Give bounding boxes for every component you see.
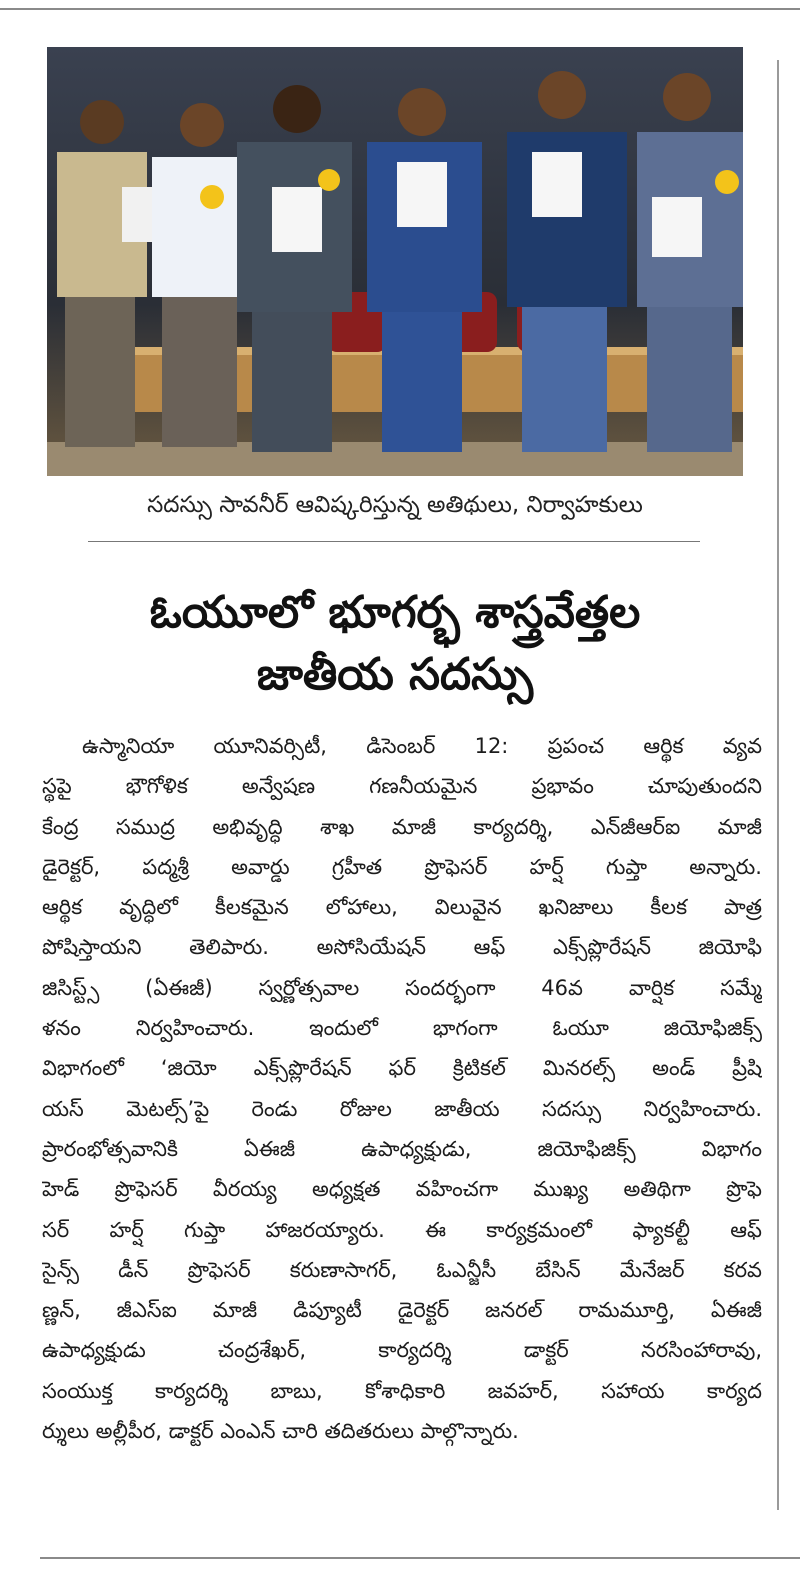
body-line: సర్ హర్ష్ గుప్తా హాజరయ్యారు. ఈ కార్యక్రమంలో ఫ్యాకల్టీ ఆఫ్	[42, 1217, 762, 1242]
headline-line-1: ఓయూలో భూగర్భ శాస్త్రవేత్తల	[149, 587, 641, 638]
headline-line-2: జాతీయ సదస్సు	[256, 649, 534, 700]
body-line: స్థపై భౌగోళిక అన్వేషణ గణనీయమైన ప్రభావం చూపుతుందని	[42, 774, 762, 799]
caption-divider	[88, 541, 700, 542]
article-body	[42, 726, 762, 1451]
body-line: విభాగంలో ‘జియో ఎక్స్‌ప్లొరేషన్ ఫర్ క్రిటికల్ మినరల్స్ అండ్ ప్రీషి	[42, 1056, 762, 1081]
body-line: డైరెక్టర్, పద్మశ్రీ అవార్డు గ్రహీత ప్రొఫెసర్ హర్ష్ గుప్తా అన్నారు.	[42, 854, 762, 879]
top-rule	[0, 8, 800, 10]
headline	[60, 582, 730, 706]
column-rule	[777, 60, 779, 1510]
body-line: ర్శులు అల్లీపీర, డాక్టర్ ఎంఎన్ చారి తదితరులు పాల్గొన్నారు.	[42, 1419, 519, 1444]
body-line: ఉస్మానియా యూనివర్సిటీ, డిసెంబర్ 12: ప్రపంచ ఆర్థిక వ్యవ	[82, 734, 762, 758]
body-line: హెడ్ ప్రొఫెసర్ వీరయ్య అధ్యక్షత వహించగా ముఖ్య అతిథిగా ప్రొఫె	[42, 1177, 762, 1202]
body-line: ఆర్థిక వృద్ధిలో కీలకమైన లోహాలు, విలువైన ఖనిజాలు కీలక పాత్ర	[42, 895, 762, 920]
body-line: సంయుక్త కార్యదర్శి బాబు, కోశాధికారి జవహర్, సహాయ కార్యద	[42, 1378, 762, 1403]
news-photo	[47, 47, 743, 476]
body-line: కేంద్ర సముద్ర అభివృద్ధి శాఖ మాజీ కార్యదర్శి, ఎన్‌జీఆర్ఐ మాజీ	[42, 814, 762, 839]
body-line: సైన్స్ డీన్ ప్రొఫెసర్ కరుణాసాగర్, ఓఎన్జీసీ బేసిన్ మేనేజర్ కరవ	[42, 1257, 762, 1282]
body-line: ఉపాధ్యక్షుడు చంద్రశేఖర్, కార్యదర్శి డాక్టర్ నరసింహారావు,	[42, 1338, 762, 1363]
bottom-rule	[40, 1557, 800, 1559]
body-line: యస్ మెటల్స్’పై రెండు రోజుల జాతీయ సదస్సు నిర్వహించారు.	[42, 1096, 762, 1121]
body-line: జిసిస్ట్స్ (ఏఈజీ) స్వర్ణోత్సవాల సందర్భంగా 46వ వార్షిక సమ్మే	[42, 975, 762, 1000]
body-line: ణ్ణన్, జీఎస్ఐ మాజీ డిప్యూటీ డైరెక్టర్ జనరల్ రామమూర్తి, ఏఈజీ	[42, 1298, 762, 1323]
news-photo-icon	[47, 47, 743, 476]
body-line: ళనం నిర్వహించారు. ఇందులో భాగంగా ఓయూ జియోఫిజిక్స్	[42, 1016, 762, 1041]
photo-caption: సదస్సు సావనీర్ ఆవిష్కరిస్తున్న అతిథులు, నిర్వాహకులు	[147, 492, 643, 518]
body-line: పోషిస్తాయని తెలిపారు. అసోసియేషన్ ఆఫ్ ఎక్స్‌ప్లొరేషన్ జియోఫి	[42, 935, 762, 960]
body-line: ప్రారంభోత్సవానికి ఏఈజీ ఉపాధ్యక్షుడు, జియోఫిజిక్స్ విభాగం	[42, 1136, 762, 1161]
